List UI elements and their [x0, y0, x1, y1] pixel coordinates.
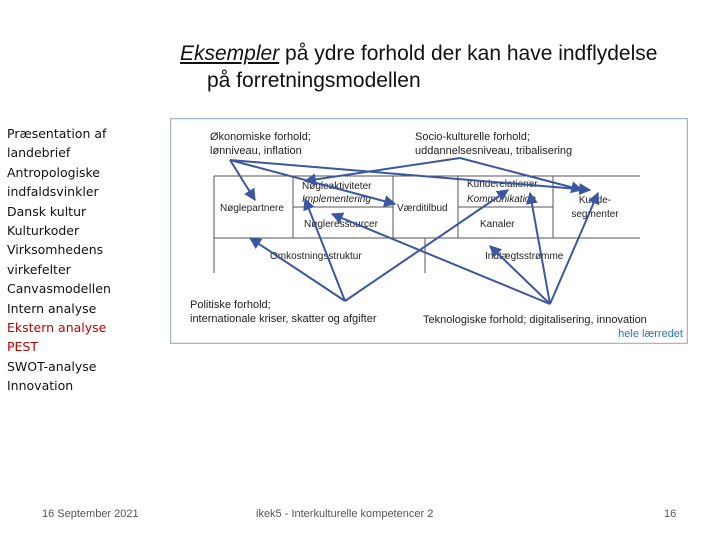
title-text: på ydre forhold der kan have indflydelse	[279, 42, 658, 65]
political-label-1: Politiske forhold;	[190, 299, 271, 311]
canvas-costs: Omkostningsstruktur	[270, 251, 362, 262]
sidebar-item: SWOT-analyse	[7, 358, 97, 374]
sidebar-item: Intern analyse	[7, 300, 97, 316]
canvas-activities: Nøgleaktiviteter	[302, 181, 372, 192]
sidebar-item: virkefelter	[7, 261, 71, 277]
social-label-2: uddannelsesniveau, tribalisering	[415, 145, 573, 157]
political-label-2: internationale kriser, skatter og afgifter	[190, 313, 377, 325]
pest-canvas-diagram	[170, 118, 688, 344]
sidebar-item-active: Ekstern analyse	[7, 320, 107, 336]
sidebar-item: Canvasmodellen	[7, 281, 111, 297]
sidebar-item: Virksomhedens	[7, 242, 104, 258]
canvas-relations: Kunderelationer	[467, 179, 538, 190]
arrow-political-implementation	[305, 199, 345, 301]
canvas-revenue: Indtægtsstrømme	[485, 251, 564, 262]
canvas-value: Værditilbud	[397, 203, 448, 214]
arrow-political-costs	[250, 238, 345, 301]
title-line-2: på forretningsmodellen	[207, 69, 421, 92]
sidebar-item: Antropologiske	[7, 164, 100, 180]
economic-label-1: Økonomiske forhold;	[210, 131, 311, 143]
sidebar-item: indfaldsvinkler	[7, 184, 99, 200]
canvas-communication: Kommunikation	[467, 194, 536, 205]
technological-label: Teknologiske forhold; digitalisering, innovation	[423, 314, 647, 326]
canvas-resources: Nøgleressourcer	[304, 219, 378, 230]
sidebar-item: Dansk kultur	[7, 203, 87, 219]
canvas-caption: hele lærredet	[618, 328, 683, 340]
slide-title	[180, 40, 700, 94]
footer-course: ikek5 - Interkulturelle kompetencer 2	[256, 508, 434, 520]
sidebar-item: Innovation	[7, 378, 74, 394]
footer-page-number: 16	[664, 508, 677, 520]
canvas-partners: Nøglepartnere	[220, 203, 284, 214]
social-label-1: Socio-kulturelle forhold;	[415, 131, 530, 143]
sidebar-item: Kulturkoder	[7, 223, 80, 239]
sidebar-item: landebrief	[7, 145, 71, 161]
title-emphasis: Eksempler	[180, 42, 280, 65]
economic-label-2: lønniveau, inflation	[210, 145, 302, 157]
canvas-channels: Kanaler	[480, 219, 515, 230]
canvas-segments-1: Kunde-	[578, 195, 612, 206]
canvas-segments-2: segmenter	[571, 209, 619, 220]
sidebar-item-active: PEST	[7, 339, 39, 355]
canvas-activities-sub: Implementering	[302, 194, 371, 205]
sidebar-topic-list	[7, 124, 167, 396]
sidebar-item: Præsentation af	[7, 126, 107, 141]
footer-date: 16 September 2021	[42, 508, 139, 520]
